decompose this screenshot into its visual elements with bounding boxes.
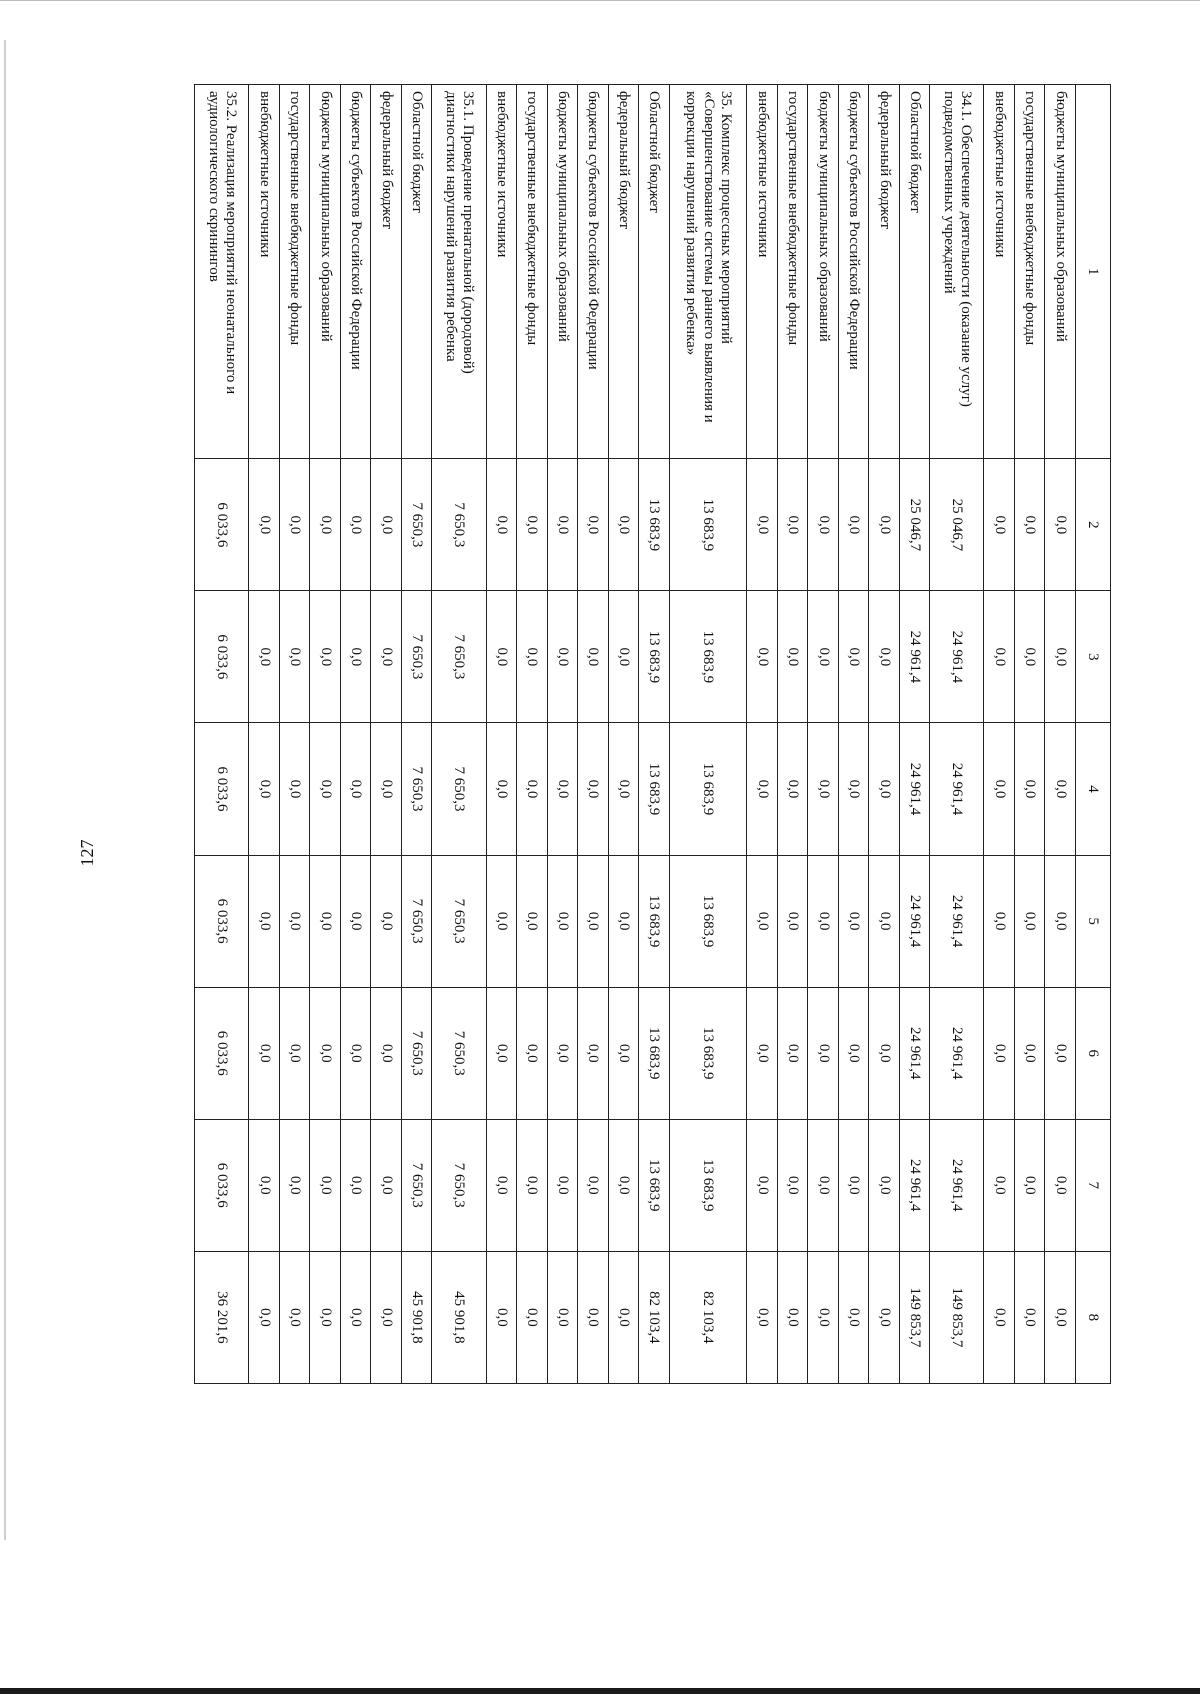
row-value: 0,0 (310, 723, 341, 855)
row-value: 0,0 (777, 1119, 808, 1251)
row-value: 0,0 (869, 1251, 900, 1383)
row-label: федеральный бюджет (869, 85, 900, 459)
row-value: 24 961,4 (899, 723, 930, 855)
table-row (747, 85, 778, 1384)
column-header-1: 1 (1076, 85, 1111, 459)
row-value: 0,0 (747, 855, 778, 987)
row-value: 0,0 (547, 855, 578, 987)
row-value: 6 033,6 (195, 723, 249, 855)
row-value: 7 650,3 (401, 1119, 432, 1251)
row-value: 0,0 (838, 459, 869, 591)
row-value: 0,0 (578, 723, 609, 855)
row-label: государственные внебюджетные фонды (279, 85, 310, 459)
row-label: бюджеты муниципальных образований (1045, 85, 1076, 459)
row-label: 35.1. Проведение пренатальной (дородовой) диагностики нарушений развития ребенка (432, 85, 486, 459)
column-header-2: 2 (1076, 459, 1111, 591)
row-value: 0,0 (547, 723, 578, 855)
row-value: 82 103,4 (639, 1251, 670, 1383)
row-value: 24 961,4 (899, 987, 930, 1119)
table-row (869, 85, 900, 1384)
table-row (608, 85, 639, 1384)
row-value: 13 683,9 (639, 723, 670, 855)
column-header-7: 7 (1076, 1119, 1111, 1251)
row-value: 13 683,9 (669, 1119, 747, 1251)
row-value: 0,0 (279, 723, 310, 855)
row-value: 0,0 (984, 1119, 1015, 1251)
table-row (249, 85, 280, 1384)
row-label: бюджеты субъектов Российской Федерации (340, 85, 371, 459)
row-value: 0,0 (517, 855, 548, 987)
column-header-8: 8 (1076, 1251, 1111, 1383)
row-value: 0,0 (310, 591, 341, 723)
row-value: 0,0 (608, 1119, 639, 1251)
row-value: 0,0 (869, 855, 900, 987)
row-value: 13 683,9 (669, 591, 747, 723)
table-row (838, 85, 869, 1384)
table-row (930, 85, 984, 1384)
row-value: 7 650,3 (401, 591, 432, 723)
table-row (777, 85, 808, 1384)
table-row (371, 85, 402, 1384)
row-value: 0,0 (838, 591, 869, 723)
row-value: 0,0 (608, 459, 639, 591)
row-value: 0,0 (486, 459, 517, 591)
row-value: 0,0 (249, 1119, 280, 1251)
row-value: 0,0 (578, 987, 609, 1119)
table-row (1045, 85, 1076, 1384)
row-value: 0,0 (777, 987, 808, 1119)
row-value: 0,0 (808, 855, 839, 987)
row-label: федеральный бюджет (371, 85, 402, 459)
row-value: 0,0 (340, 723, 371, 855)
scan-bottom-edge (0, 1688, 1200, 1694)
row-value: 24 961,4 (930, 855, 984, 987)
row-value: 36 201,6 (195, 1251, 249, 1383)
row-value: 0,0 (547, 1119, 578, 1251)
row-label: Областной бюджет (401, 85, 432, 459)
row-value: 0,0 (279, 987, 310, 1119)
row-value: 0,0 (1015, 591, 1046, 723)
row-value: 0,0 (1015, 723, 1046, 855)
row-value: 6 033,6 (195, 1119, 249, 1251)
row-value: 0,0 (1045, 855, 1076, 987)
row-value: 6 033,6 (195, 591, 249, 723)
row-label: государственные внебюджетные фонды (777, 85, 808, 459)
column-header-6: 6 (1076, 987, 1111, 1119)
row-value: 0,0 (984, 1251, 1015, 1383)
row-value: 0,0 (747, 459, 778, 591)
table-row (899, 85, 930, 1384)
row-value: 0,0 (1045, 723, 1076, 855)
row-value: 0,0 (578, 459, 609, 591)
row-value: 13 683,9 (639, 459, 670, 591)
row-value: 0,0 (1045, 591, 1076, 723)
row-label: бюджеты муниципальных образований (547, 85, 578, 459)
table-row (639, 85, 670, 1384)
row-value: 0,0 (517, 591, 548, 723)
row-value: 0,0 (608, 987, 639, 1119)
row-value: 0,0 (984, 723, 1015, 855)
row-value: 7 650,3 (432, 987, 486, 1119)
row-value: 0,0 (340, 459, 371, 591)
row-label: бюджеты муниципальных образований (808, 85, 839, 459)
row-value: 0,0 (1045, 987, 1076, 1119)
table-header-row (1076, 85, 1111, 1384)
row-value: 0,0 (869, 459, 900, 591)
table-row (340, 85, 371, 1384)
row-value: 13 683,9 (639, 591, 670, 723)
row-value: 0,0 (371, 855, 402, 987)
row-value: 0,0 (1015, 987, 1046, 1119)
column-header-3: 3 (1076, 591, 1111, 723)
row-value: 0,0 (1015, 459, 1046, 591)
row-value: 45 901,8 (432, 1251, 486, 1383)
row-value: 0,0 (808, 1119, 839, 1251)
row-value: 13 683,9 (669, 723, 747, 855)
row-value: 0,0 (249, 591, 280, 723)
row-value: 13 683,9 (669, 459, 747, 591)
row-value: 0,0 (1045, 459, 1076, 591)
row-value: 0,0 (517, 1251, 548, 1383)
row-value: 82 103,4 (669, 1251, 747, 1383)
row-value: 0,0 (249, 987, 280, 1119)
row-label: бюджеты субъектов Российской Федерации (838, 85, 869, 459)
table-row (547, 85, 578, 1384)
table-row (310, 85, 341, 1384)
row-value: 0,0 (547, 987, 578, 1119)
row-value: 0,0 (486, 591, 517, 723)
row-value: 0,0 (249, 855, 280, 987)
row-value: 7 650,3 (432, 459, 486, 591)
row-value: 0,0 (279, 1251, 310, 1383)
row-value: 0,0 (838, 855, 869, 987)
row-value: 7 650,3 (401, 723, 432, 855)
row-value: 0,0 (578, 855, 609, 987)
row-value: 6 033,6 (195, 855, 249, 987)
row-value: 0,0 (747, 987, 778, 1119)
row-value: 0,0 (608, 855, 639, 987)
budget-table-container (194, 84, 1111, 1384)
row-value: 24 961,4 (899, 855, 930, 987)
row-value: 7 650,3 (432, 591, 486, 723)
row-value: 0,0 (310, 1251, 341, 1383)
row-value: 149 853,7 (930, 1251, 984, 1383)
scan-left-margin-mark (4, 40, 6, 1540)
row-value: 24 961,4 (930, 591, 984, 723)
row-value: 0,0 (984, 987, 1015, 1119)
row-value: 0,0 (777, 459, 808, 591)
row-value: 0,0 (608, 1251, 639, 1383)
row-value: 7 650,3 (401, 987, 432, 1119)
page-number: 127 (76, 839, 97, 867)
row-value: 0,0 (486, 1119, 517, 1251)
row-value: 0,0 (777, 855, 808, 987)
row-label: внебюджетные источники (984, 85, 1015, 459)
row-value: 0,0 (808, 723, 839, 855)
row-value: 0,0 (838, 987, 869, 1119)
row-value: 0,0 (279, 1119, 310, 1251)
row-value: 0,0 (578, 1251, 609, 1383)
row-value: 0,0 (340, 1119, 371, 1251)
row-value: 24 961,4 (930, 723, 984, 855)
row-value: 0,0 (747, 1251, 778, 1383)
table-row (401, 85, 432, 1384)
row-label: 34.1. Обеспечение деятельности (оказание услуг) подведомственных учреждений (930, 85, 984, 459)
row-value: 13 683,9 (639, 987, 670, 1119)
row-value: 25 046,7 (899, 459, 930, 591)
row-value: 0,0 (578, 1119, 609, 1251)
row-value: 0,0 (486, 1251, 517, 1383)
row-label: бюджеты муниципальных образований (310, 85, 341, 459)
row-value: 0,0 (1015, 1119, 1046, 1251)
row-label: 35. Комплекс процессных мероприятий «Совершенствование системы раннего выявления и коррекции нарушений развития ребенка» (669, 85, 747, 459)
row-value: 0,0 (310, 855, 341, 987)
row-value: 0,0 (310, 987, 341, 1119)
row-value: 7 650,3 (401, 459, 432, 591)
row-value: 0,0 (517, 459, 548, 591)
row-value: 0,0 (869, 987, 900, 1119)
row-value: 7 650,3 (432, 855, 486, 987)
table-row (984, 85, 1015, 1384)
row-value: 0,0 (777, 723, 808, 855)
row-label: внебюджетные источники (249, 85, 280, 459)
row-value: 0,0 (984, 591, 1015, 723)
row-value: 0,0 (371, 987, 402, 1119)
column-header-4: 4 (1076, 723, 1111, 855)
row-value: 24 961,4 (899, 1119, 930, 1251)
row-value: 0,0 (869, 1119, 900, 1251)
row-value: 0,0 (608, 723, 639, 855)
row-value: 0,0 (1045, 1119, 1076, 1251)
row-value: 0,0 (1015, 855, 1046, 987)
row-value: 0,0 (371, 459, 402, 591)
row-value: 0,0 (984, 855, 1015, 987)
row-value: 0,0 (869, 723, 900, 855)
row-value: 6 033,6 (195, 987, 249, 1119)
row-value: 0,0 (984, 459, 1015, 591)
row-label: Областной бюджет (639, 85, 670, 459)
row-value: 0,0 (517, 1119, 548, 1251)
row-value: 0,0 (486, 723, 517, 855)
row-value: 0,0 (808, 591, 839, 723)
row-value: 0,0 (249, 723, 280, 855)
budget-table (194, 84, 1111, 1384)
row-value: 0,0 (486, 987, 517, 1119)
row-value: 0,0 (340, 987, 371, 1119)
column-header-5: 5 (1076, 855, 1111, 987)
row-value: 0,0 (340, 855, 371, 987)
row-value: 0,0 (747, 1119, 778, 1251)
row-value: 0,0 (838, 1251, 869, 1383)
row-value: 13 683,9 (669, 855, 747, 987)
row-value: 0,0 (371, 1251, 402, 1383)
row-value: 0,0 (1045, 1251, 1076, 1383)
row-value: 0,0 (838, 1119, 869, 1251)
row-value: 0,0 (777, 1251, 808, 1383)
table-row (517, 85, 548, 1384)
row-value: 6 033,6 (195, 459, 249, 591)
row-value: 0,0 (547, 459, 578, 591)
table-row (1015, 85, 1046, 1384)
row-value: 13 683,9 (639, 1119, 670, 1251)
row-value: 0,0 (838, 723, 869, 855)
row-value: 7 650,3 (432, 723, 486, 855)
row-value: 0,0 (517, 987, 548, 1119)
row-value: 0,0 (310, 459, 341, 591)
row-value: 45 901,8 (401, 1251, 432, 1383)
row-value: 0,0 (808, 459, 839, 591)
row-value: 0,0 (249, 1251, 280, 1383)
row-value: 0,0 (517, 723, 548, 855)
row-value: 0,0 (747, 591, 778, 723)
row-value: 25 046,7 (930, 459, 984, 591)
table-row (279, 85, 310, 1384)
row-value: 13 683,9 (639, 855, 670, 987)
row-label: 35.2. Реализация мероприятий неонатального и аудиологического скринингов (195, 85, 249, 459)
row-value: 7 650,3 (432, 1119, 486, 1251)
table-row (432, 85, 486, 1384)
row-value: 0,0 (486, 855, 517, 987)
row-value: 0,0 (808, 987, 839, 1119)
row-value: 0,0 (371, 723, 402, 855)
row-label: внебюджетные источники (486, 85, 517, 459)
row-label: федеральный бюджет (608, 85, 639, 459)
row-value: 0,0 (869, 591, 900, 723)
row-value: 0,0 (547, 1251, 578, 1383)
table-row (195, 85, 249, 1384)
row-value: 0,0 (808, 1251, 839, 1383)
row-value: 0,0 (279, 459, 310, 591)
row-value: 0,0 (279, 591, 310, 723)
row-value: 0,0 (371, 1119, 402, 1251)
row-value: 0,0 (279, 855, 310, 987)
row-value: 0,0 (578, 591, 609, 723)
row-value: 0,0 (747, 723, 778, 855)
row-value: 149 853,7 (899, 1251, 930, 1383)
row-label: государственные внебюджетные фонды (1015, 85, 1046, 459)
row-label: внебюджетные источники (747, 85, 778, 459)
row-label: Областной бюджет (899, 85, 930, 459)
row-value: 13 683,9 (669, 987, 747, 1119)
row-value: 0,0 (1015, 1251, 1046, 1383)
table-row (578, 85, 609, 1384)
row-value: 0,0 (340, 1251, 371, 1383)
row-value: 0,0 (340, 591, 371, 723)
row-value: 24 961,4 (930, 1119, 984, 1251)
row-value: 0,0 (608, 591, 639, 723)
table-row (669, 85, 747, 1384)
row-value: 0,0 (310, 1119, 341, 1251)
row-label: бюджеты субъектов Российской Федерации (578, 85, 609, 459)
row-value: 0,0 (777, 591, 808, 723)
table-row (486, 85, 517, 1384)
row-label: государственные внебюджетные фонды (517, 85, 548, 459)
scan-top-edge (0, 0, 1200, 7)
table-body (195, 85, 1076, 1384)
row-value: 0,0 (371, 591, 402, 723)
row-value: 0,0 (249, 459, 280, 591)
table-row (808, 85, 839, 1384)
row-value: 7 650,3 (401, 855, 432, 987)
row-value: 24 961,4 (899, 591, 930, 723)
row-value: 24 961,4 (930, 987, 984, 1119)
row-value: 0,0 (547, 591, 578, 723)
